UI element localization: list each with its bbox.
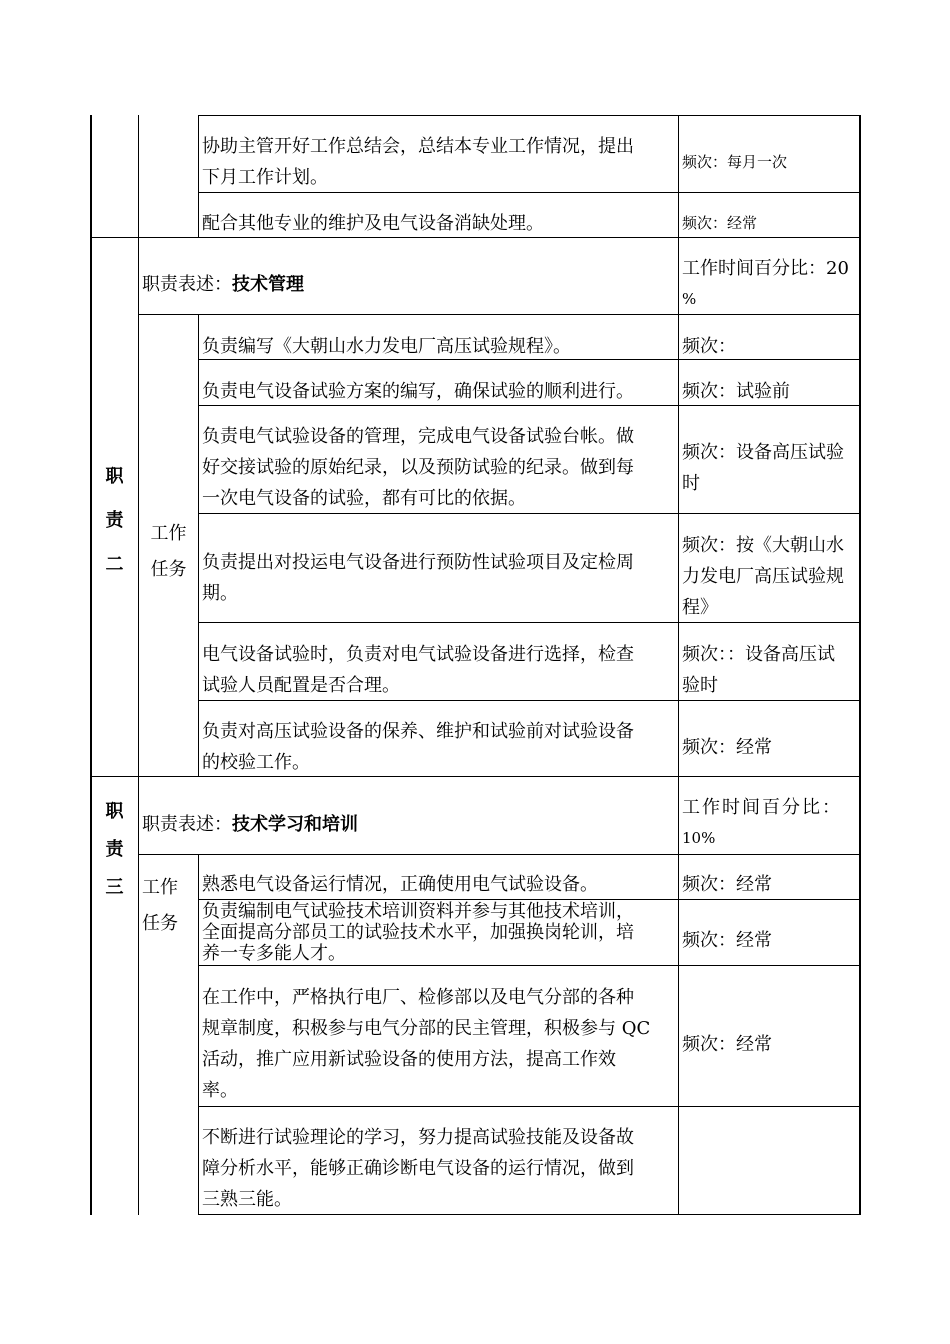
col-divider-task-s2	[198, 314, 199, 777]
task-frequency: 频次：每月一次	[682, 153, 788, 171]
task-text: 配合其他专业的维护及电气设备消缺处理。	[202, 213, 544, 234]
task-frequency: 频次：按《大朝山水 力发电厂高压试验规 程》	[682, 535, 844, 618]
responsibility-title: 技术管理	[232, 274, 304, 295]
task-frequency: 频次：经常	[682, 930, 772, 951]
task-label: 工作 任务	[150, 523, 187, 580]
work-time-percent: 工作时间百分比： 10%	[682, 797, 842, 847]
table-right-border	[859, 115, 861, 1215]
task-text: 协助主管开好工作总结会，总结本专业工作情况，提出 下月工作计划。	[202, 136, 634, 188]
work-time-percent: 工作时间百分比：20 %	[682, 258, 849, 308]
task-text: 负责编制电气试验技术培训资料并参与其他技术培训， 全面提高分部员工的试验技术水平，加强换岗轮训，培 养一专多能人才。	[202, 901, 634, 964]
section-label: 职 责 三	[105, 801, 124, 898]
row-line	[198, 115, 860, 116]
task-frequency: 频次：试验前	[682, 381, 790, 402]
task-text: 电气设备试验时，负责对电气试验设备进行选择，检查 试验人员配置是否合理。	[202, 644, 634, 696]
col-divider-task-s1	[198, 115, 199, 238]
row-line	[198, 1106, 860, 1107]
task-frequency: 频次：设备高压试验 时	[682, 442, 844, 494]
task-text: 在工作中，严格执行电厂、检修部以及电气分部的各种 规章制度，积极参与电气分部的民主管理，积极参与 QC 活动，推广应用新试验设备的使用方法，提高工作效 率。	[202, 987, 651, 1101]
task-label: 工作 任务	[142, 877, 178, 934]
task-frequency: 频次：经常	[682, 214, 758, 232]
responsibility-title: 技术学习和培训	[232, 814, 358, 835]
table-left-border	[90, 115, 92, 1215]
task-text: 负责提出对投运电气设备进行预防性试验项目及定检周 期。	[202, 552, 634, 604]
section-label: 职 责 二	[105, 466, 124, 575]
responsibility-description: 职责表述：技术管理	[142, 274, 304, 295]
task-frequency: 频次：经常	[682, 874, 772, 895]
row-line	[138, 854, 860, 855]
task-frequency: 频次：：设备高压试 验时	[682, 644, 835, 696]
task-text: 不断进行试验理论的学习，努力提高试验技能及设备故 障分析水平，能够正确诊断电气设备的运行情况，做到 三熟三能。	[202, 1127, 634, 1210]
responsibility-description: 职责表述：技术学习和培训	[142, 814, 358, 835]
task-text: 负责对高压试验设备的保养、维护和试验前对试验设备 的校验工作。	[202, 721, 634, 773]
task-text: 负责电气设备试验方案的编写，确保试验的顺利进行。	[202, 381, 634, 402]
col-divider-label	[138, 115, 139, 1215]
col-divider-task-s3	[198, 854, 199, 1215]
task-text: 负责编写《大朝山水力发电厂高压试验规程》。	[202, 336, 571, 357]
task-text: 熟悉电气设备运行情况，正确使用电气试验设备。	[202, 874, 598, 895]
task-frequency: 频次：	[682, 336, 736, 357]
task-frequency: 频次：经常	[682, 1034, 772, 1055]
row-line	[198, 965, 860, 966]
task-text: 负责电气试验设备的管理，完成电气设备试验台帐。做 好交接试验的原始纪录，以及预防试验的纪录。做到每 一次电气设备的试验，都有可比的依据。	[202, 426, 634, 509]
task-frequency: 频次：经常	[682, 737, 772, 758]
col-divider-freq	[678, 115, 679, 1215]
